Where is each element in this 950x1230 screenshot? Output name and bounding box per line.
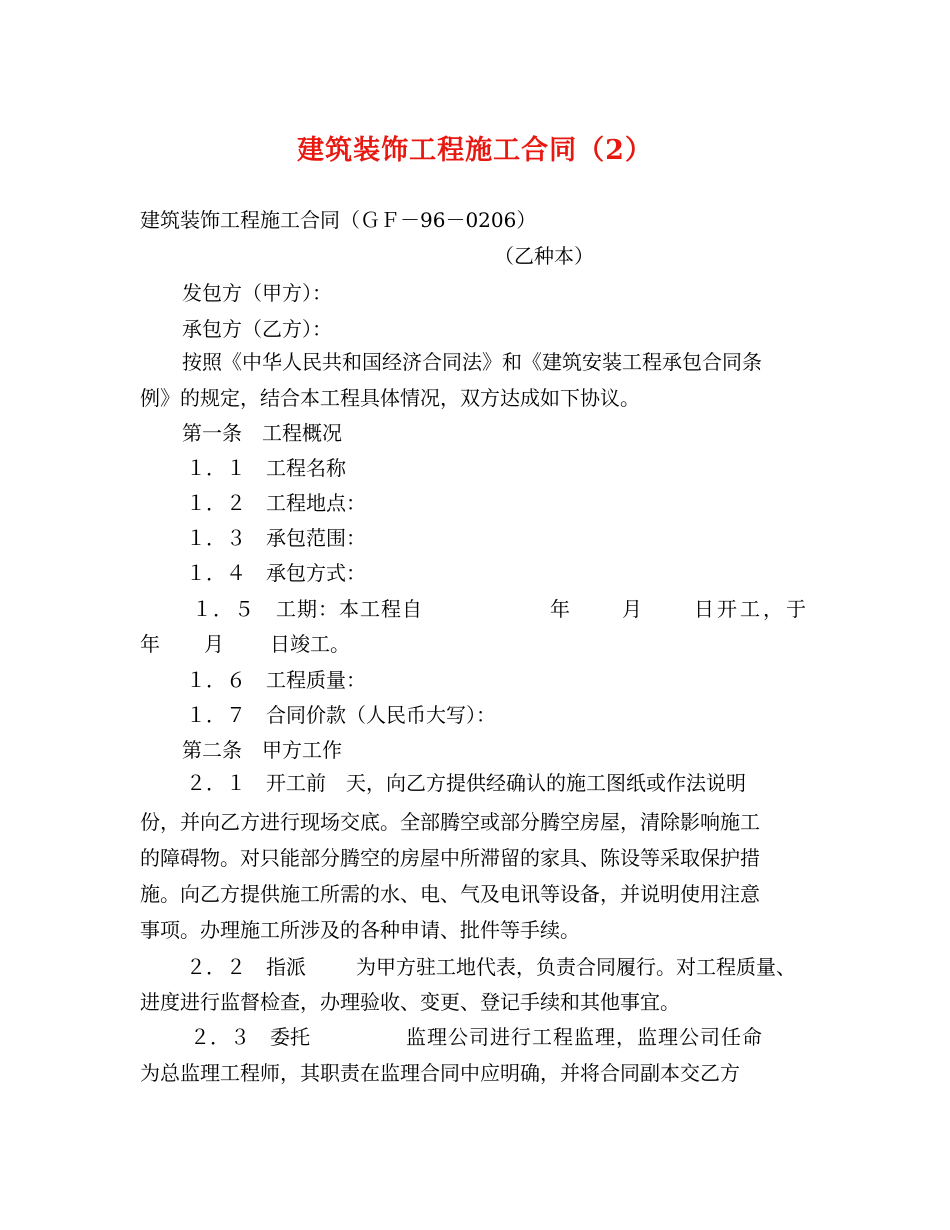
document-title: 建筑装饰工程施工合同（2） [297, 135, 653, 166]
clause-2-1-line-3: 的障碍物。对只能部分腾空的房屋中所滞留的家具、陈设等采取保护措 [140, 846, 760, 870]
clause-1-5-end-year: 年 [140, 632, 160, 656]
clause-2-3-line-2: 为总监理工程师，其职责在监理合同中应明确，并将合同副本交乙方 [140, 1061, 740, 1085]
article-1-heading: 第一条 工程概况 [182, 421, 342, 445]
clause-1-5-end-month: 月 [204, 632, 224, 656]
clause-2-1-line-1: ２．１ 开工前 天，向乙方提供经确认的施工图纸或作法说明 [186, 771, 746, 795]
clause-2-2-start: ２．２ 指派 [186, 955, 306, 979]
party-a-line: 发包方（甲方）： [182, 281, 332, 305]
article-2-heading: 第二条 甲方工作 [182, 738, 342, 762]
party-b-line: 承包方（乙方）： [182, 317, 332, 341]
clause-1-6: １．６ 工程质量： [186, 668, 366, 692]
clause-2-1-line-5: 事项。办理施工所涉及的各种申请、批件等手续。 [140, 918, 580, 942]
contract-edition: （乙种本） [494, 244, 594, 268]
clause-2-3-rest: 监理公司进行工程监理，监理公司任命 [406, 1025, 763, 1049]
clause-2-3-start: ２．３ 委托 [190, 1025, 310, 1049]
clause-2-1-line-4: 施。向乙方提供施工所需的水、电、气及电讯等设备，并说明使用注意 [140, 882, 760, 906]
clause-1-7: １．７ 合同价款（人民币大写）： [186, 703, 496, 727]
clause-1-5-day-start: 日开工，于 [694, 597, 809, 621]
preamble-line-2: 例》的规定，结合本工程具体情况，双方达成如下协议。 [140, 386, 640, 410]
clause-2-2-line-2: 进度进行监督检查，办理验收、变更、登记手续和其他事宜。 [140, 990, 680, 1014]
clause-1-3: １．３ 承包范围： [186, 526, 366, 550]
clause-1-5-year: 年 [550, 597, 570, 621]
clause-1-5-end-day: 日竣工。 [270, 632, 350, 656]
clause-2-2-rest: 为甲方驻工地代表，负责合同履行。对工程质量、 [356, 955, 796, 979]
clause-2-1-line-2: 份，并向乙方进行现场交底。全部腾空或部分腾空房屋，清除影响施工 [140, 810, 760, 834]
contract-subtitle: 建筑装饰工程施工合同（ＧＦ－96－0206） [140, 208, 537, 232]
clause-1-5-start: １．５ 工期：本工程自 [192, 597, 423, 621]
clause-1-1: １．１ 工程名称 [186, 456, 346, 480]
clause-1-5-month: 月 [622, 597, 642, 621]
preamble-line-1: 按照《中华人民共和国经济合同法》和《建筑安装工程承包合同条 [182, 350, 762, 374]
clause-1-4: １．４ 承包方式： [186, 561, 366, 585]
clause-1-2: １．２ 工程地点： [186, 491, 366, 515]
